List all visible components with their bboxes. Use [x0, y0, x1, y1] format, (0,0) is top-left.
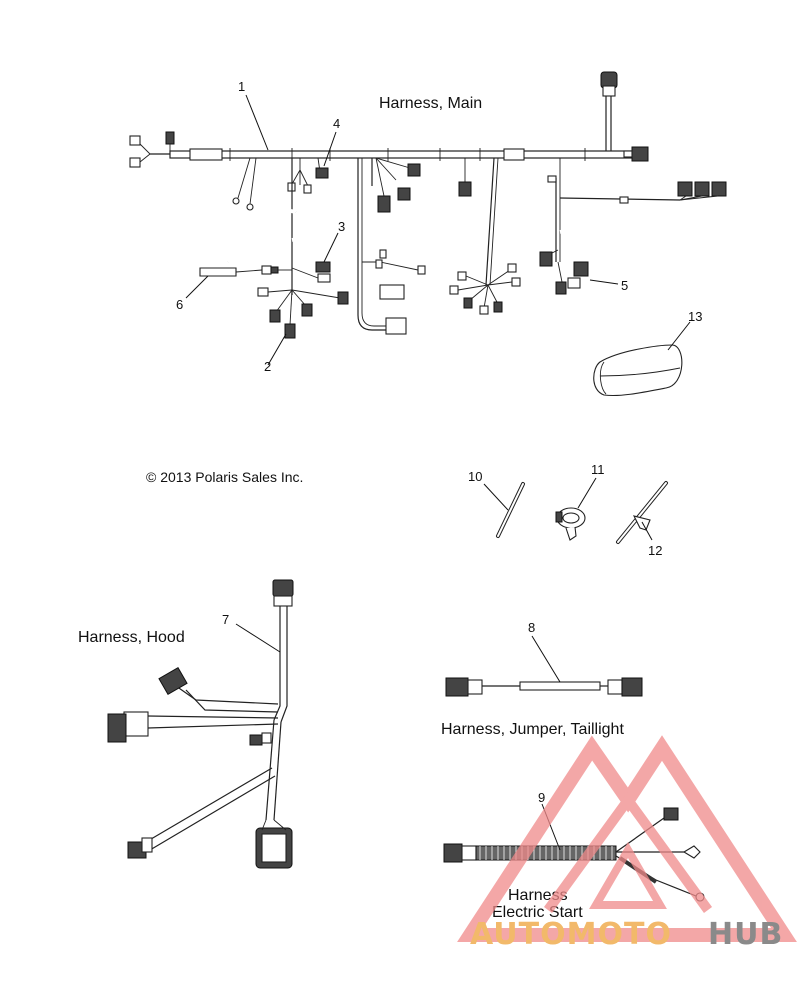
leader-11 — [578, 478, 596, 508]
harness-hood — [108, 580, 293, 868]
callout-13: 13 — [688, 309, 703, 324]
title-harness-electric-start-line1: Harness — [508, 887, 568, 904]
leader-10 — [484, 484, 508, 510]
callout-1: 1 — [238, 79, 246, 94]
leader-7 — [236, 624, 280, 652]
callout-3: 3 — [338, 219, 346, 234]
callout-8: 8 — [528, 620, 536, 635]
title-harness-main: Harness, Main — [379, 95, 483, 112]
callout-4: 4 — [333, 116, 341, 131]
watermark-text-primary: AUTOMOTO — [470, 917, 672, 952]
title-harness-jumper-taillight: Harness, Jumper, Taillight — [441, 721, 624, 738]
callout-10: 10 — [468, 469, 483, 484]
harness-jumper-taillight — [446, 678, 642, 696]
leader-1 — [246, 95, 268, 150]
callout-12: 12 — [648, 543, 663, 558]
leader-3 — [324, 233, 338, 262]
leader-6 — [186, 276, 208, 298]
watermark-text-secondary: HUB — [708, 917, 784, 952]
harness-clip — [556, 508, 585, 540]
leader-8 — [532, 636, 560, 682]
callout-6: 6 — [176, 297, 184, 312]
title-harness-hood: Harness, Hood — [78, 629, 185, 646]
callout-2: 2 — [264, 359, 272, 374]
title-harness-electric-start-line2: Electric Start — [492, 904, 583, 921]
push-mount-tie — [618, 483, 666, 542]
callout-7: 7 — [222, 612, 230, 627]
protective-boot — [594, 345, 682, 396]
callout-9: 9 — [538, 790, 546, 805]
leader-5 — [590, 280, 618, 284]
callout-11: 11 — [591, 462, 605, 477]
callout-5: 5 — [621, 278, 629, 293]
copyright-notice: © 2013 Polaris Sales Inc. — [146, 469, 304, 485]
cable-tie — [498, 484, 523, 536]
leader-13 — [668, 322, 690, 350]
